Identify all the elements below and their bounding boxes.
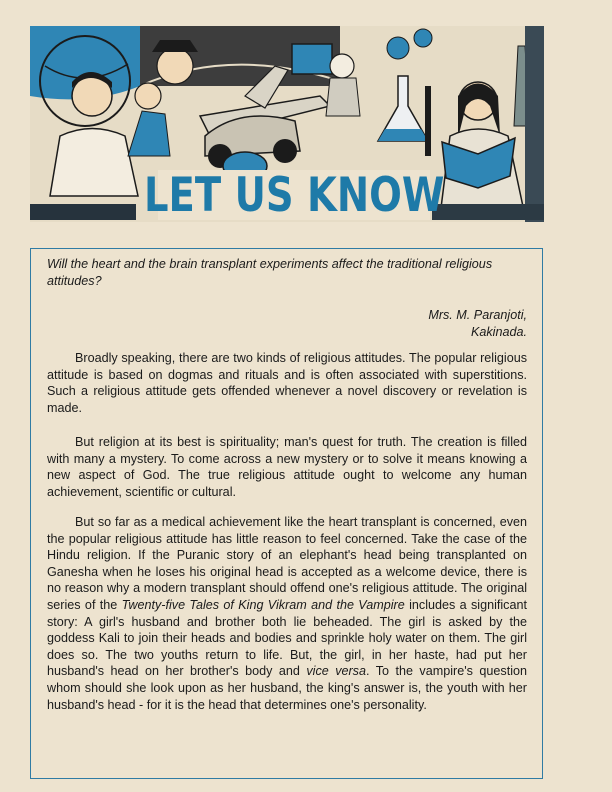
- answer-paragraph-2: But religion at its best is spirituality; man's quest for truth. The creation is filled with many a mystery. To come across a new mystery or to solve it means knowing a new aspect of God. The true religious attitude ought to welcome any human achievement, scientific or cultural.: [47, 435, 527, 499]
- question-text: Will the heart and the brain transplant experiments affect the traditional religious attitudes?: [47, 257, 493, 288]
- question-signature: [428, 307, 527, 341]
- question-author: Mrs. M. Paranjoti,: [428, 308, 527, 322]
- vice-versa-phrase: vice versa: [306, 664, 366, 679]
- book-title: Twenty-five Tales of King Vikram and the Vampire: [121, 597, 405, 612]
- monitor-icon: [292, 44, 332, 74]
- answer-paragraph-1: Broadly speaking, there are two kinds of religious attitudes. The popular religious attitude is based on dogmas and rituals and is often associated with superstitions. Such a religious attitude gets offended whenever a novel discovery or revelation is made.: [47, 351, 527, 415]
- question-place: Kakinada.: [470, 325, 527, 339]
- flower-icon: [387, 37, 409, 59]
- page-title-text: LET US KNOW: [143, 167, 445, 223]
- answer-paragraph-3-part-b: includes a significant story: A girl's husband and brother both lie beheaded. The girl is asked by the goddess Kali to join their heads and bodies and sprinkle holy water on them. The girl does so. The two youths return to life. But, the girl, in her haste, had put her husband's head on her brother's body and: [47, 597, 527, 679]
- answer-paragraph-3-part-c: . To the vampire's question whom should she look upon as her husband, the king's answer is, the youth with her husband's head - for it is the head that determines one's personality.: [47, 664, 527, 712]
- answer-paragraph-3-part-a: But so far as a medical achievement like the heart transplant is concerned, even the popular religious attitude has little reason to feel concerned. Take the case of the Hindu religion. If the Puranic story of an elephant's head being transplanted on Ganesha when he loses his original head is accepted as a welcome device, there is no reason why a modern transplant should offend one's religious attitude. The original series of the: [47, 515, 527, 612]
- page-title: [143, 167, 445, 223]
- answer-paragraph-3: [47, 514, 527, 713]
